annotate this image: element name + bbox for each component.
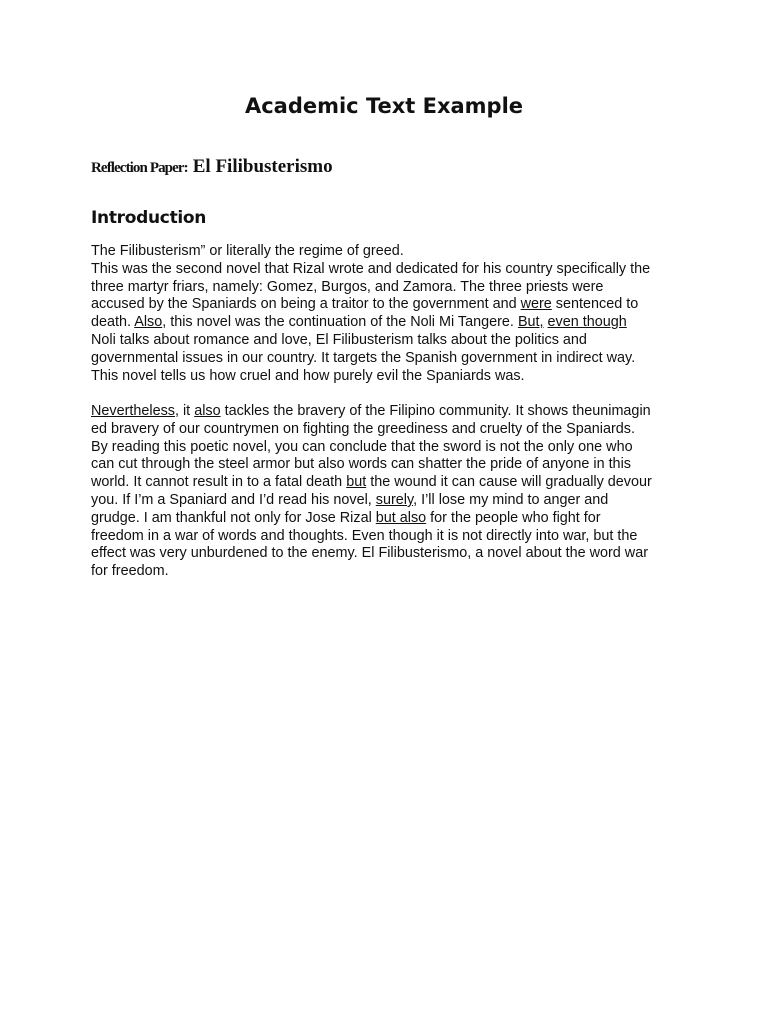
text-line — [91, 492, 691, 510]
text-line — [91, 474, 691, 492]
underlined-text: But, — [517, 314, 544, 331]
text-line — [91, 314, 691, 332]
text-line — [91, 528, 691, 546]
text-run: accused by the Spaniards on being a traitor to the government and — [91, 296, 521, 313]
underlined-text: even though — [547, 314, 627, 331]
underlined-text: Nevertheless — [91, 403, 175, 419]
reflection-paper-label: Reflection Paper: — [91, 160, 188, 176]
text-run: ed bravery of our countrymen on fighting the greediness and cruelty of the Spaniards. — [91, 420, 635, 437]
text-line — [91, 332, 691, 350]
text-run: , this novel was the continuation of the Noli Mi Tangere. — [162, 314, 518, 331]
text-line — [91, 403, 691, 421]
text-run: death. — [91, 314, 135, 331]
text-line — [91, 261, 691, 279]
section-heading-introduction: Introduction — [91, 208, 207, 228]
text-run: Noli talks about romance and love, El Filibusterism talks about the politics and — [91, 331, 587, 348]
text-line — [91, 350, 691, 368]
text-run: for freedom. — [91, 563, 169, 580]
text-run: , I’ll lose my mind to anger and — [413, 491, 609, 508]
text-run: can cut through the steel armor but also words can shatter the pride of anyone in this — [91, 456, 631, 473]
page-title: Academic Text Example — [244, 94, 524, 118]
text-run: governmental issues in our country. It targets the Spanish government in indirect way. — [91, 349, 636, 366]
text-run: This novel tells us how cruel and how purely evil the Spaniards was. — [91, 367, 525, 384]
text-run: for the people who fight for — [426, 509, 601, 526]
underlined-text: also — [194, 403, 221, 419]
paragraph-1 — [91, 243, 691, 385]
text-line — [91, 510, 691, 528]
paragraph-2 — [91, 403, 691, 581]
reflection-paper-title: El Filibusterismo — [192, 156, 333, 177]
underlined-text: Also — [134, 314, 163, 331]
text-run: sentenced to — [551, 296, 639, 313]
text-line — [91, 279, 691, 297]
text-run: By reading this poetic novel, you can conclude that the sword is not the only one who — [91, 438, 633, 455]
text-run: freedom in a war of words and thoughts. Even though it is not directly into war, but the — [91, 527, 638, 544]
underlined-text: were — [520, 296, 552, 313]
text-run: , it — [174, 403, 195, 419]
text-line — [91, 368, 691, 386]
text-run: you. If I’m a Spaniard and I’d read his novel, — [91, 491, 376, 508]
text-line — [91, 545, 691, 563]
text-line — [91, 456, 691, 474]
text-line — [91, 563, 691, 581]
underlined-text: surely — [375, 491, 414, 508]
text-run: the wound it can cause will gradually devour — [366, 474, 652, 491]
text-run: world. It cannot result in to a fatal death — [91, 474, 347, 491]
text-line — [91, 421, 691, 439]
reflection-paper-heading — [91, 156, 333, 178]
text-run: This was the second novel that Rizal wrote and dedicated for his country specifically the — [91, 260, 651, 277]
text-run: grudge. I am thankful not only for Jose Rizal — [91, 509, 376, 526]
text-run: effect was very unburdened to the enemy. El Filibusterismo, a novel about the word war — [91, 545, 648, 562]
text-run: The Filibusterism” or literally the regime of greed. — [91, 243, 404, 259]
text-line — [91, 439, 691, 457]
text-run: tackles the bravery of the Filipino community. It shows theunimagin — [220, 403, 651, 419]
text-line — [91, 296, 691, 314]
underlined-text: but also — [375, 509, 427, 526]
text-run: three martyr friars, namely: Gomez, Burgos, and Zamora. The three priests were — [91, 278, 604, 295]
text-line — [91, 243, 691, 261]
underlined-text: but — [346, 474, 367, 491]
